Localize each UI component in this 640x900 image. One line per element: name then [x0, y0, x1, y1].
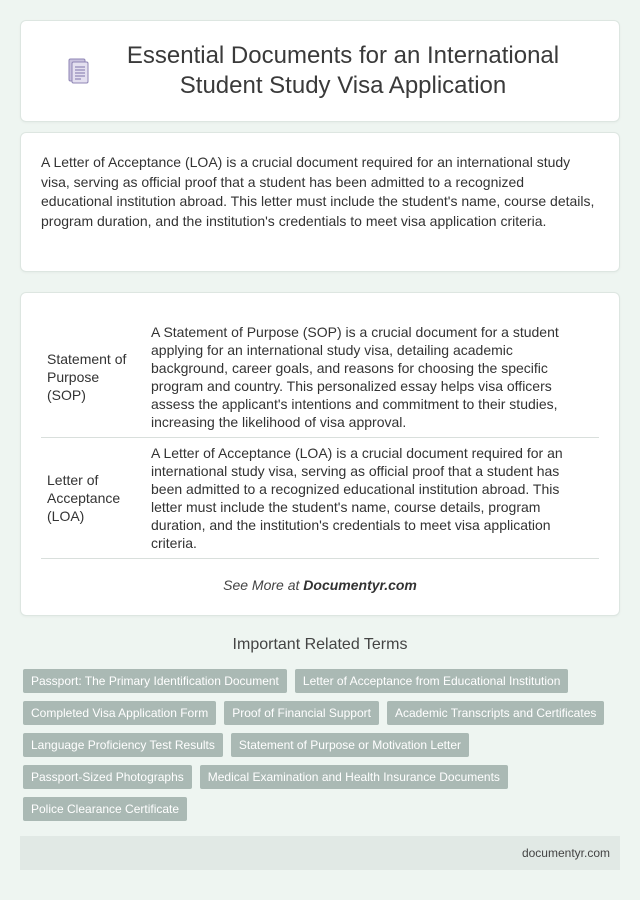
- footer: [20, 836, 620, 870]
- page-title: Essential Documents for an International Student Study Visa Application: [126, 42, 560, 99]
- table-term-cell: Letter of Acceptance (LOA): [41, 438, 145, 559]
- see-more-prefix: See More at: [223, 577, 304, 593]
- related-term-tag[interactable]: Language Proficiency Test Results: [23, 733, 223, 757]
- intro-text: A Letter of Acceptance (LOA) is a crucial document required for an international study visa, serving as official proof that a student has been admitted to a recognized educational institution abroad. This letter must include the student's name, course details, program duration, and the institution's credentials to meet visa application criteria.: [41, 154, 595, 229]
- see-more-link[interactable]: Documentyr.com: [303, 577, 417, 593]
- related-term-tag[interactable]: Letter of Acceptance from Educational Institution: [295, 669, 568, 693]
- related-term-tag[interactable]: Medical Examination and Health Insurance Documents: [200, 765, 508, 789]
- intro-card: [20, 132, 620, 272]
- table-term-cell: Statement of Purpose (SOP): [41, 317, 145, 438]
- related-term-tag[interactable]: Passport-Sized Photographs: [23, 765, 192, 789]
- see-more-line: [21, 577, 619, 593]
- title-card: [20, 20, 620, 122]
- related-term-tag[interactable]: Statement of Purpose or Motivation Letter: [231, 733, 469, 757]
- table-description-cell: A Letter of Acceptance (LOA) is a crucial document required for an international study visa, serving as official proof that a student has been admitted to a recognized educational institution abroad. This letter must include the student's name, course details, program duration, and the institution's credentials to meet visa application criteria.: [145, 438, 599, 559]
- footer-site-link[interactable]: documentyr.com: [521, 846, 610, 860]
- related-term-tag[interactable]: Completed Visa Application Form: [23, 701, 216, 725]
- table-description-cell: A Statement of Purpose (SOP) is a crucial document for a student applying for an international study visa, detailing academic background, career goals, and reasons for choosing the specific program and country. This personalized essay helps visa officers assess the applicant's intentions and commitment to their studies, increasing the likelihood of visa approval.: [145, 317, 599, 438]
- table-row: [41, 438, 599, 559]
- related-terms-list: [23, 669, 623, 821]
- related-term-tag[interactable]: Police Clearance Certificate: [23, 797, 187, 821]
- related-terms-heading: Important Related Terms: [232, 636, 408, 653]
- related-term-tag[interactable]: Proof of Financial Support: [224, 701, 379, 725]
- related-term-tag[interactable]: Academic Transcripts and Certificates: [387, 701, 604, 725]
- table-row: [41, 317, 599, 438]
- related-term-tag[interactable]: Passport: The Primary Identification Document: [23, 669, 287, 693]
- document-icon: [67, 57, 89, 85]
- document-table: [41, 317, 599, 559]
- document-table-card: [20, 292, 620, 616]
